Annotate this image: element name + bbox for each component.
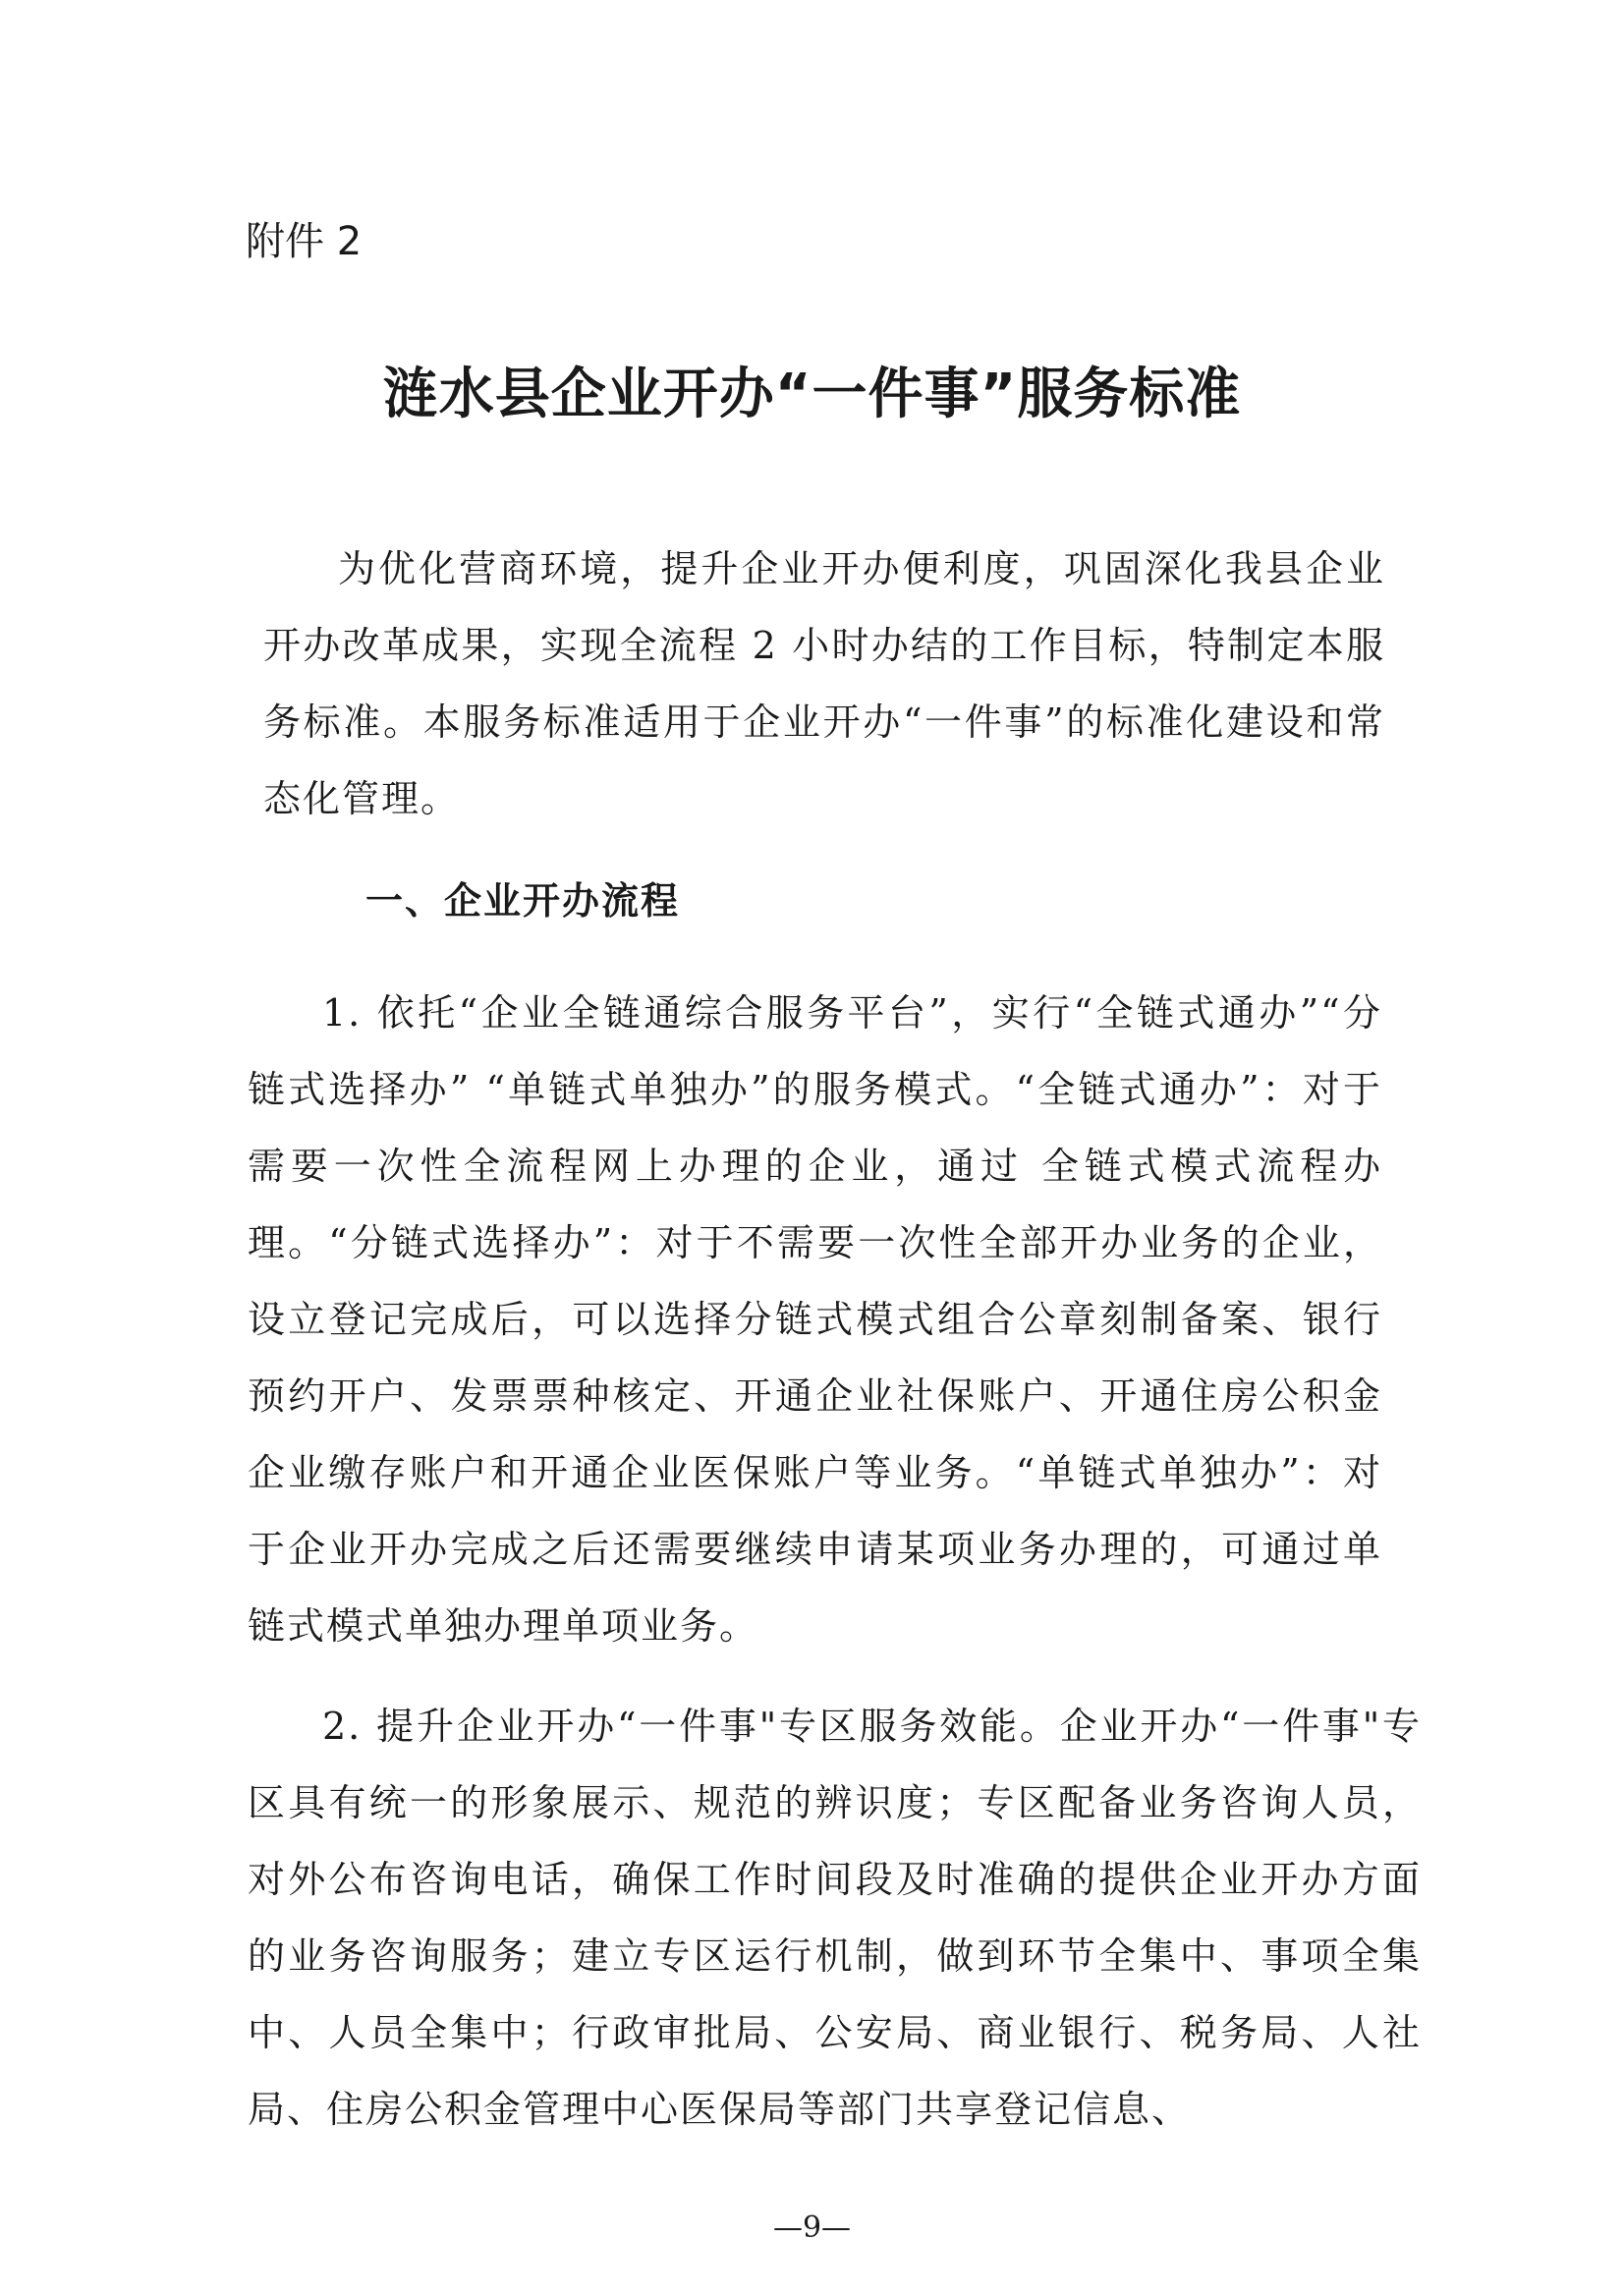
attachment-label: 附件 2 [246, 219, 363, 264]
section-heading-process: 一、企业开办流程 [365, 879, 681, 923]
paragraph-item-1: 1. 依托“企业全链通综合服务平台”，实行“全链式通办”“分链式选择办” “单链式单独办”的服务模式。“全链式通办”：对于需要一次性全流程网上办理的企业，通过 全链式模式流程办理。“分链式选择办”：对于不需要一次性全部开办业务的企业，设立登记完成后，可以选择分链式模式组合公章刻制备案、银行预约开户、发票票种核定、开通企业社保账户、开通住房公积金企业缴存账户和开通企业医保账户等业务。“单链式单独办”：对于企业开办完成之后还需要继续申请某项业务办理的，可通过单链式模式单独办理单项业务。 [248, 991, 1382, 1648]
intro-paragraph: 为优化营商环境，提升企业开办便利度，巩固深化我县企业开办改革成果，实现全流程 2 小时办结的工作目标，特制定本服务标准。本服务标准适用于企业开办“一件事”的标准化建设和常态化管理。 [263, 547, 1385, 820]
page-number: —9— [772, 2211, 852, 2245]
document-title: 涟水县企业开办“一件事”服务标准 [382, 363, 1242, 426]
paragraph-item-2: 2. 提升企业开办“一件事"专区服务效能。企业开办“一件事"专区具有统一的形象展示、规范的辨识度；专区配备业务咨询人员，对外公布咨询电话，确保工作时间段及时准确的提供企业开办方面的业务咨询服务；建立专区运行机制，做到环节全集中、事项全集中、人员全集中；行政审批局、公安局、商业银行、税务局、人社局、住房公积金管理中心医保局等部门共享登记信息、 [248, 1705, 1422, 2131]
